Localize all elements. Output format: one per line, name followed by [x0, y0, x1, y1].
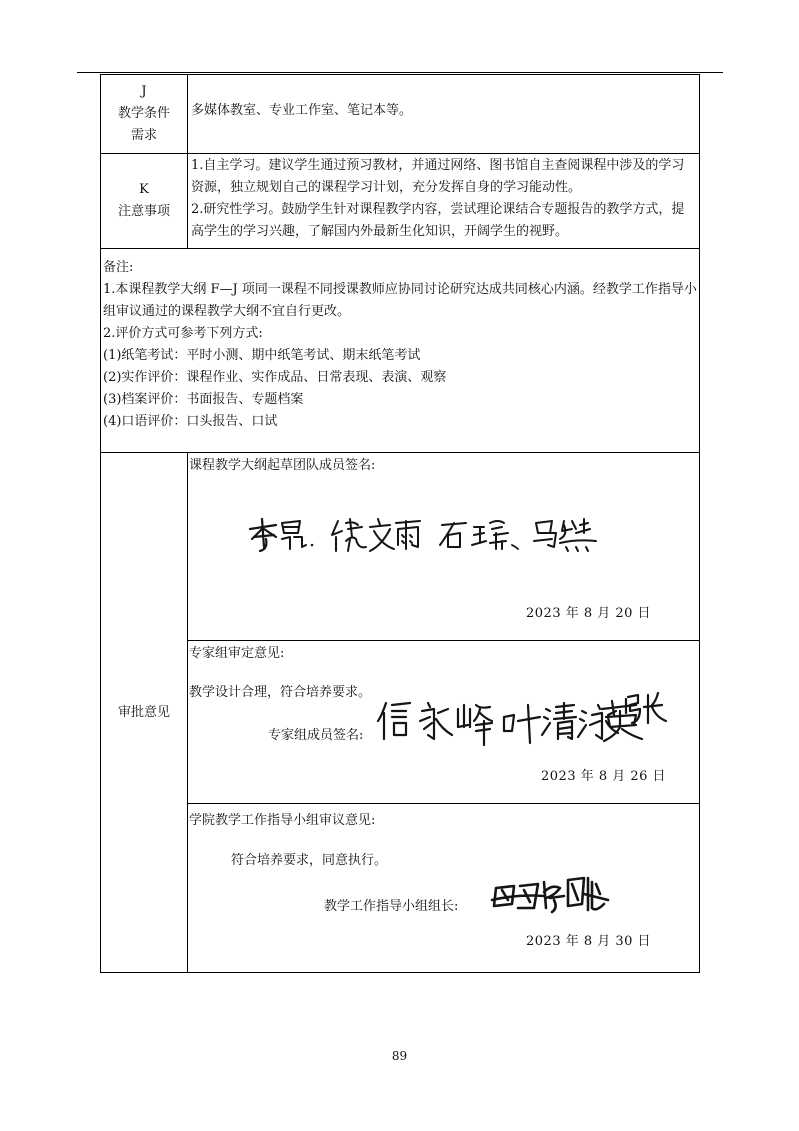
- expert-title: 专家组审定意见:: [189, 646, 285, 661]
- row-j-label: [101, 75, 188, 154]
- page-number: 89: [391, 1049, 408, 1063]
- row-j-text: 多媒体教室、专业工作室、笔记本等。: [191, 102, 413, 118]
- row-teaching-conditions: [101, 75, 700, 154]
- approval-label: 审批意见: [117, 704, 170, 720]
- college-cell: [188, 804, 700, 973]
- expert-sign-label: 专家组成员签名:: [268, 728, 364, 743]
- row-j-code: J: [141, 84, 147, 99]
- row-approval-expert: [101, 641, 700, 804]
- college-opinion: 符合培养要求，同意执行。: [231, 853, 388, 868]
- notes-line5: (3)档案评价：书面报告、专题档案: [103, 392, 304, 407]
- approval-label-cell: [101, 453, 188, 973]
- header-rule: [77, 72, 723, 73]
- syllabus-table: [100, 74, 700, 973]
- college-date: 2023 年 8 月 30 日: [526, 934, 652, 949]
- row-k-code: K: [139, 182, 149, 197]
- row-k-content: [188, 154, 700, 249]
- row-approval-college: [101, 804, 700, 973]
- college-title: 学院教学工作指导小组审议意见:: [189, 813, 376, 828]
- row-notes: [101, 249, 700, 453]
- notes-line6: (4)口语评价：口头报告、口试: [103, 414, 278, 429]
- row-k-label-text: 注意事项: [117, 204, 170, 219]
- expert-opinion: 教学设计合理，符合培养要求。: [189, 685, 372, 700]
- notes-title: 备注:: [103, 260, 134, 275]
- drafting-date: 2023 年 8 月 20 日: [526, 606, 652, 621]
- drafting-cell: [188, 453, 700, 641]
- expert-date: 2023 年 8 月 26 日: [541, 769, 667, 784]
- row-approval-drafting: [101, 453, 700, 641]
- notes-line2: 2.评价方式可参考下列方式:: [103, 326, 263, 341]
- drafting-signature: [246, 515, 606, 555]
- row-j-content: [188, 75, 700, 154]
- notes-line4: (2)实作评价：课程作业、实作成品、日常表现、表演、观察: [103, 370, 447, 385]
- drafting-title: 课程教学大纲起草团队成员签名:: [189, 458, 376, 473]
- row-precautions: [101, 154, 700, 249]
- notes-cell: [101, 249, 700, 453]
- expert-signature-third: [596, 701, 656, 741]
- row-j-label-line2: 需求: [130, 128, 157, 143]
- expert-cell: [188, 641, 700, 804]
- row-j-label-line1: 教学条件: [117, 106, 170, 121]
- row-k-label: [101, 154, 188, 249]
- college-sign-label: 教学工作指导小组组长:: [324, 899, 459, 914]
- row-k-item2: 2.研究性学习。鼓励学生针对课程教学内容，尝试理论课结合专题报告的教学方式，提高学生的学习兴趣，了解国内外最新生化知识，开阔学生的视野。: [191, 202, 685, 239]
- row-k-item1: 1.自主学习。建议学生通过预习教材，并通过网络、图书馆自主查阅课程中涉及的学习资源，独立规划自己的课程学习计划，充分发挥自身的学习能动性。: [191, 158, 685, 195]
- notes-line1: 1.本课程教学大纲 F—J 项同一课程不同授课教师应协同讨论研究达成共同核心内涵。经教学工作指导小组审议通过的课程教学大纲不宜自行更改。: [103, 282, 697, 319]
- college-signature: [488, 874, 618, 920]
- notes-line3: (1)纸笔考试：平时小测、期中纸笔考试、期末纸笔考试: [103, 348, 421, 363]
